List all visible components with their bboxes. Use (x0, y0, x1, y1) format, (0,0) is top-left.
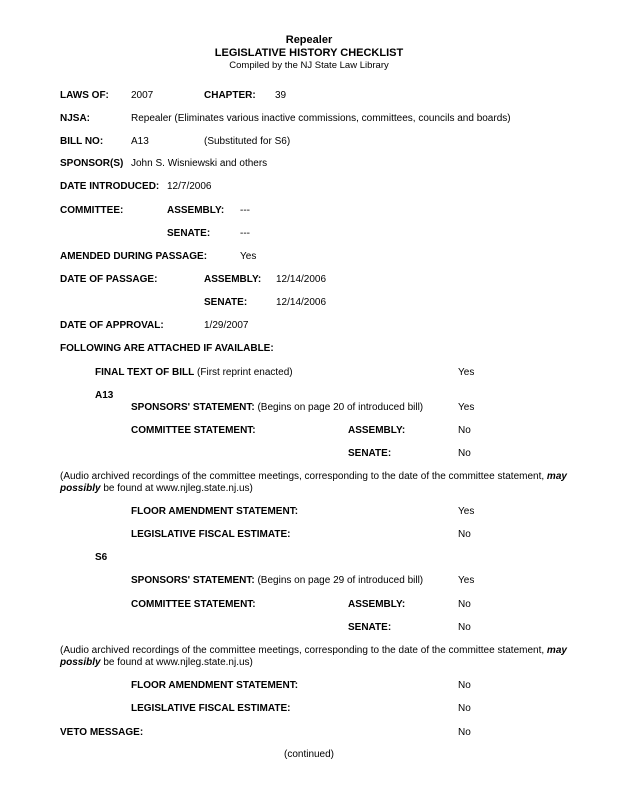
committee-label: COMMITTEE: (60, 205, 124, 216)
s6-audio-note: (Audio archived recordings of the committee meetings, corresponding to the date of the committee statement, may possibly be found at www.njleg.state.nj.us) (60, 645, 567, 668)
committee-assembly-label: ASSEMBLY: (167, 205, 225, 216)
s6-fiscal-estimate-label: LEGISLATIVE FISCAL ESTIMATE: (131, 703, 291, 714)
a13-heading: A13 (95, 390, 114, 401)
chapter-label: CHAPTER: (204, 90, 256, 101)
s6-floor-amendment-value: No (458, 680, 471, 691)
a13-floor-amendment-value: Yes (458, 506, 475, 517)
s6-committee-senate-label: SENATE: (348, 622, 392, 633)
a13-committee-assembly-value: No (458, 425, 471, 436)
a13-fiscal-estimate-value: No (458, 529, 471, 540)
amended-value: Yes (240, 251, 257, 262)
attached-heading: FOLLOWING ARE ATTACHED IF AVAILABLE: (60, 343, 274, 354)
njsa-value: Repealer (Eliminates various inactive commissions, committees, councils and boards) (131, 113, 511, 124)
s6-committee-senate-value: No (458, 622, 471, 633)
a13-sponsors-note: (Begins on page 20 of introduced bill) (257, 402, 424, 413)
committee-senate-value: --- (240, 228, 250, 239)
continued-footer: (continued) (283, 749, 335, 760)
date-of-passage-label: DATE OF PASSAGE: (60, 274, 158, 285)
njsa-label: NJSA: (60, 113, 91, 124)
date-of-approval-value: 1/29/2007 (204, 320, 249, 331)
a13-committee-label: COMMITTEE STATEMENT: (131, 425, 256, 436)
passage-senate-label: SENATE: (204, 297, 248, 308)
final-text-label: FINAL TEXT OF BILL (95, 367, 195, 378)
a13-committee-senate-label: SENATE: (348, 448, 392, 459)
date-introduced-label: DATE INTRODUCED: (60, 181, 160, 192)
date-introduced-value: 12/7/2006 (167, 181, 212, 192)
amended-label: AMENDED DURING PASSAGE: (60, 251, 208, 262)
substituted-for: (Substituted for S6) (204, 136, 291, 147)
final-text-note: (First reprint enacted) (197, 367, 293, 378)
document-title: Repealer (285, 34, 333, 46)
a13-sponsors-value: Yes (458, 402, 475, 413)
s6-committee-assembly-label: ASSEMBLY: (348, 599, 406, 610)
chapter-value: 39 (275, 90, 287, 101)
s6-floor-amendment-label: FLOOR AMENDMENT STATEMENT: (131, 680, 299, 691)
bill-no-value: A13 (131, 136, 149, 147)
passage-assembly-label: ASSEMBLY: (204, 274, 262, 285)
a13-fiscal-estimate-label: LEGISLATIVE FISCAL ESTIMATE: (131, 529, 291, 540)
a13-committee-senate-value: No (458, 448, 471, 459)
a13-floor-amendment-label: FLOOR AMENDMENT STATEMENT: (131, 506, 299, 517)
date-of-approval-label: DATE OF APPROVAL: (60, 320, 164, 331)
a13-committee-assembly-label: ASSEMBLY: (348, 425, 406, 436)
sponsors-value: John S. Wisniewski and others (131, 158, 268, 169)
committee-assembly-value: --- (240, 205, 250, 216)
veto-label: VETO MESSAGE: (60, 727, 144, 738)
compiled-by: Compiled by the NJ State Law Library (229, 60, 389, 71)
passage-assembly-value: 12/14/2006 (276, 274, 327, 285)
sponsors-label: SPONSOR(S) (60, 158, 124, 169)
a13-audio-note: (Audio archived recordings of the committee meetings, corresponding to the date of the committee statement, may possibly be found at www.njleg.state.nj.us) (60, 471, 567, 494)
s6-sponsors-note: (Begins on page 29 of introduced bill) (257, 575, 424, 586)
s6-committee-label: COMMITTEE STATEMENT: (131, 599, 256, 610)
s6-sponsors-row (131, 575, 423, 587)
committee-senate-label: SENATE: (167, 228, 211, 239)
s6-heading: S6 (95, 552, 108, 563)
passage-senate-value: 12/14/2006 (276, 297, 327, 308)
s6-audio-note-emphasis: may possibly (60, 645, 567, 668)
final-text-row (95, 367, 293, 379)
laws-of-label: LAWS OF: (60, 90, 109, 101)
laws-of-value: 2007 (131, 90, 154, 101)
a13-sponsors-label: SPONSORS' STATEMENT: (131, 402, 255, 413)
s6-committee-assembly-value: No (458, 599, 471, 610)
final-text-value: Yes (458, 367, 475, 378)
a13-sponsors-row (131, 402, 423, 414)
bill-no-label: BILL NO: (60, 136, 104, 147)
s6-sponsors-label: SPONSORS' STATEMENT: (131, 575, 255, 586)
s6-sponsors-value: Yes (458, 575, 475, 586)
s6-fiscal-estimate-value: No (458, 703, 471, 714)
document-subtitle: LEGISLATIVE HISTORY CHECKLIST (214, 47, 404, 59)
veto-value: No (458, 727, 471, 738)
a13-audio-note-emphasis: may possibly (60, 471, 567, 494)
